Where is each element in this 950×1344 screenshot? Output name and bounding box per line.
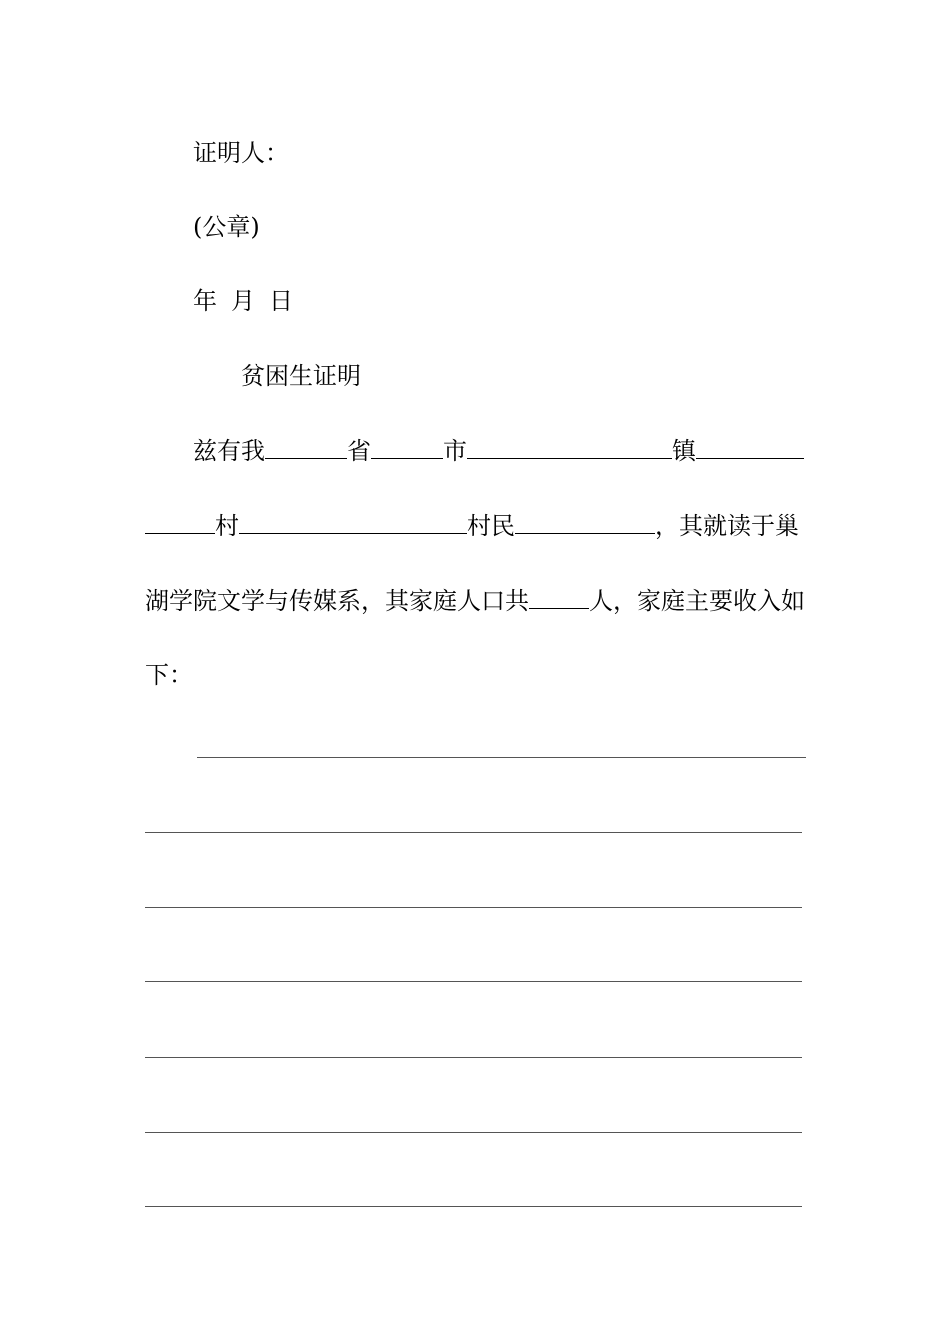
date-line (193, 286, 293, 316)
town-name-blank[interactable] (696, 436, 804, 459)
village-blank[interactable] (145, 511, 215, 534)
body-line-3 (145, 586, 805, 616)
village-label: 村 (215, 512, 239, 540)
seal-label: (公章) (193, 213, 260, 241)
date-day: 日 (269, 287, 293, 315)
line3-text-b: 人，家庭主要收入如 (589, 587, 805, 615)
witness-label: 证明人： (193, 139, 289, 167)
family-count-blank[interactable] (529, 586, 589, 609)
certificate-title: 贫困生证明 (241, 362, 361, 390)
income-write-line[interactable] (145, 1206, 802, 1207)
date-month: 月 (231, 287, 255, 315)
income-write-line[interactable] (145, 1057, 802, 1058)
income-write-line[interactable] (145, 981, 802, 982)
body-line-4: 下： (145, 661, 193, 689)
city-blank[interactable] (371, 436, 443, 459)
line3-text-a: 湖学院文学与传媒系，其家庭人口共 (145, 587, 529, 615)
province-blank[interactable] (265, 436, 347, 459)
date-year: 年 (193, 287, 217, 315)
income-write-line[interactable] (145, 832, 802, 833)
income-write-line[interactable] (197, 757, 806, 758)
villager-blank[interactable] (239, 511, 467, 534)
income-write-line[interactable] (145, 1132, 802, 1133)
villager-name-blank[interactable] (515, 511, 655, 534)
prefix-text: 兹有我 (193, 437, 265, 465)
income-write-line[interactable] (145, 907, 802, 908)
body-line-2 (145, 511, 799, 541)
town-label: 镇 (672, 437, 696, 465)
town-blank[interactable] (467, 436, 672, 459)
villager-label: 村民 (467, 512, 515, 540)
body-line-1 (193, 436, 804, 466)
city-label: 市 (443, 437, 467, 465)
province-label: 省 (347, 437, 371, 465)
line2-tail: ，其就读于巢 (655, 512, 799, 540)
